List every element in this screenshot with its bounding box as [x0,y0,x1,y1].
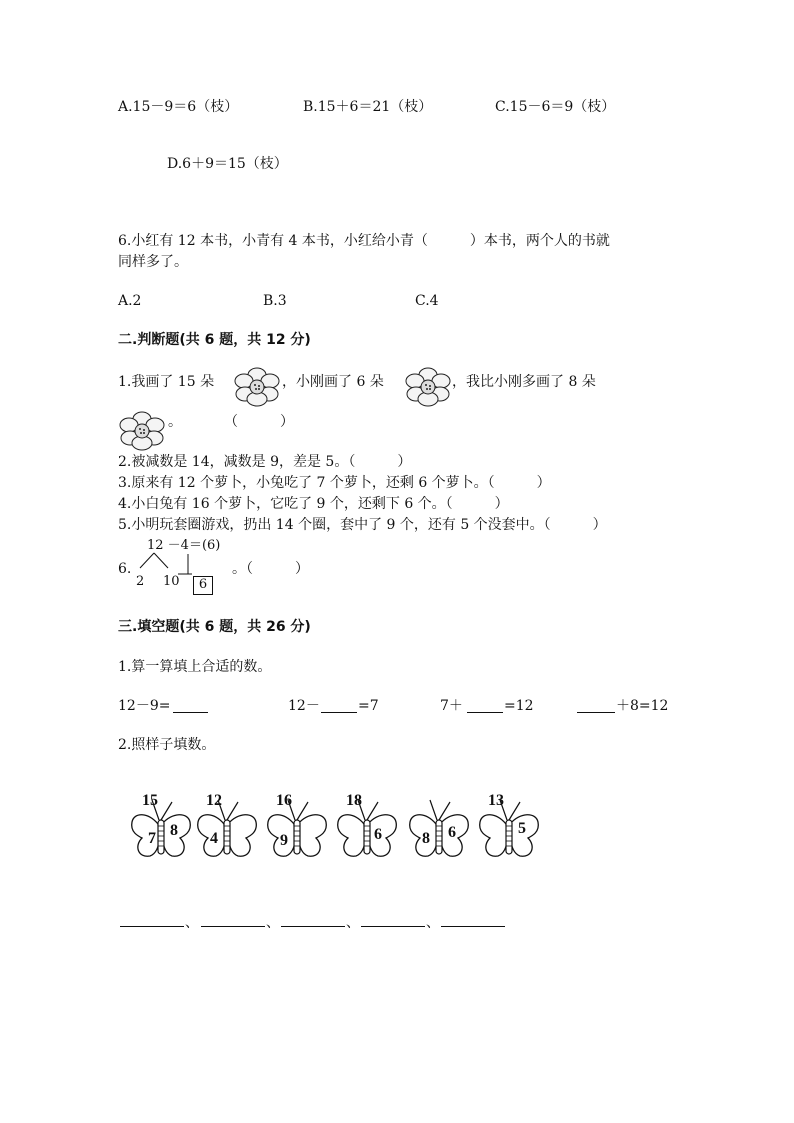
q6-option-c: C.4 [415,293,439,309]
separator: 、 [266,915,280,931]
s2-q5: 5.小明玩套圈游戏，扔出 14 个圈，套中了 9 个，还有 5 个没套中。（ ） [118,517,607,533]
s2-q1-part3: ，我比小刚多画了 8 朵 [452,374,596,390]
flower-icon [404,366,452,408]
s3-q1-expr4-b: ＋8=12 [616,698,669,714]
question-6-line2: 同样多了。 [118,254,188,270]
separator: 、 [426,915,440,931]
s2-q6-split-right: 10 [163,574,180,589]
butterfly-icon [476,786,542,868]
s3-q1-expr2-a: 12－ [288,698,320,714]
q6-option-a: A.2 [118,293,142,309]
butterfly-icon [264,786,330,868]
answer-blank[interactable] [441,926,505,927]
butterfly-right-number: 8 [170,822,178,839]
s2-q6-suffix: 。（ ） [232,561,309,577]
s3-q1-expr3-a: 7＋ [440,698,463,714]
option-c: C.15－6＝9（枝） [495,99,616,115]
s2-q1-part1: 1.我画了 15 朵 [118,374,215,390]
butterfly-1 [128,786,194,868]
s2-q6-split-left: 2 [136,574,145,589]
s3-q1-expr1: 12－9= [118,698,171,714]
butterfly-top-number: 15 [142,792,158,809]
butterfly-top-number: 18 [346,792,362,809]
butterfly-2 [194,786,260,868]
butterfly-top-number: 13 [488,792,504,809]
option-a: A.15－9＝6（枝） [118,99,239,115]
butterfly-3 [264,786,330,868]
s2-q6-equation: 12 －4＝(6) [147,538,221,553]
butterfly-left-number: 8 [422,830,430,847]
butterfly-left-number: 7 [148,830,156,847]
option-b: B.15＋6＝21（枝） [303,99,433,115]
butterfly-icon [194,786,260,868]
q6-option-b: B.3 [263,293,287,309]
section-2-title: 二.判断题(共 6 题，共 12 分) [118,332,311,348]
s2-q6-prefix: 6. [118,561,132,577]
butterfly-icon [128,786,194,868]
answer-blank[interactable] [577,712,615,713]
butterfly-5 [406,786,472,868]
answer-blank[interactable] [201,926,265,927]
s2-q3: 3.原来有 12 个萝卜，小兔吃了 7 个萝卜，还剩 6 个萝卜。（ ） [118,475,551,491]
butterfly-4 [334,786,400,868]
butterfly-top-number: 16 [276,792,292,809]
flower-icon [233,366,281,408]
answer-blank[interactable] [281,926,345,927]
answer-blank[interactable] [321,712,357,713]
butterfly-right-number: 5 [518,820,526,837]
s2-q1-part4: 。 （ ） [168,414,294,430]
butterfly-6 [476,786,542,868]
butterfly-top-number: 12 [206,792,222,809]
answer-blank[interactable] [361,926,425,927]
flower-icon [118,410,166,452]
answer-blank[interactable] [173,712,208,713]
question-6-line1: 6.小红有 12 本书，小青有 4 本书，小红给小青（ ）本书，两个人的书就 [118,233,610,249]
s2-q6-answer-box: 6 [193,576,213,595]
s2-q4: 4.小白兔有 16 个萝卜，它吃了 9 个，还剩下 6 个。（ ） [118,496,509,512]
butterfly-row [118,786,544,870]
separator: 、 [185,915,199,931]
section-3-title: 三.填空题(共 6 题，共 26 分) [118,619,311,635]
s3-q1-expr3-b: =12 [504,698,534,714]
s3-q1: 1.算一算填上合适的数。 [118,659,272,675]
butterfly-icon [406,786,472,868]
separator: 、 [346,915,360,931]
option-d: D.6＋9＝15（枝） [167,156,288,172]
s3-q2: 2.照样子填数。 [118,737,216,753]
s2-q2: 2.被减数是 14，减数是 9，差是 5。（ ） [118,454,412,470]
answer-blank[interactable] [467,712,503,713]
butterfly-right-number: 6 [448,824,456,841]
answer-blank[interactable] [120,926,184,927]
butterfly-icon [334,786,400,868]
butterfly-left-number: 4 [210,830,218,847]
s2-q1-part2: ，小刚画了 6 朵 [282,374,384,390]
s3-q1-expr2-b: =7 [358,698,379,714]
butterfly-right-number: 6 [374,826,382,843]
butterfly-left-number: 9 [280,832,288,849]
